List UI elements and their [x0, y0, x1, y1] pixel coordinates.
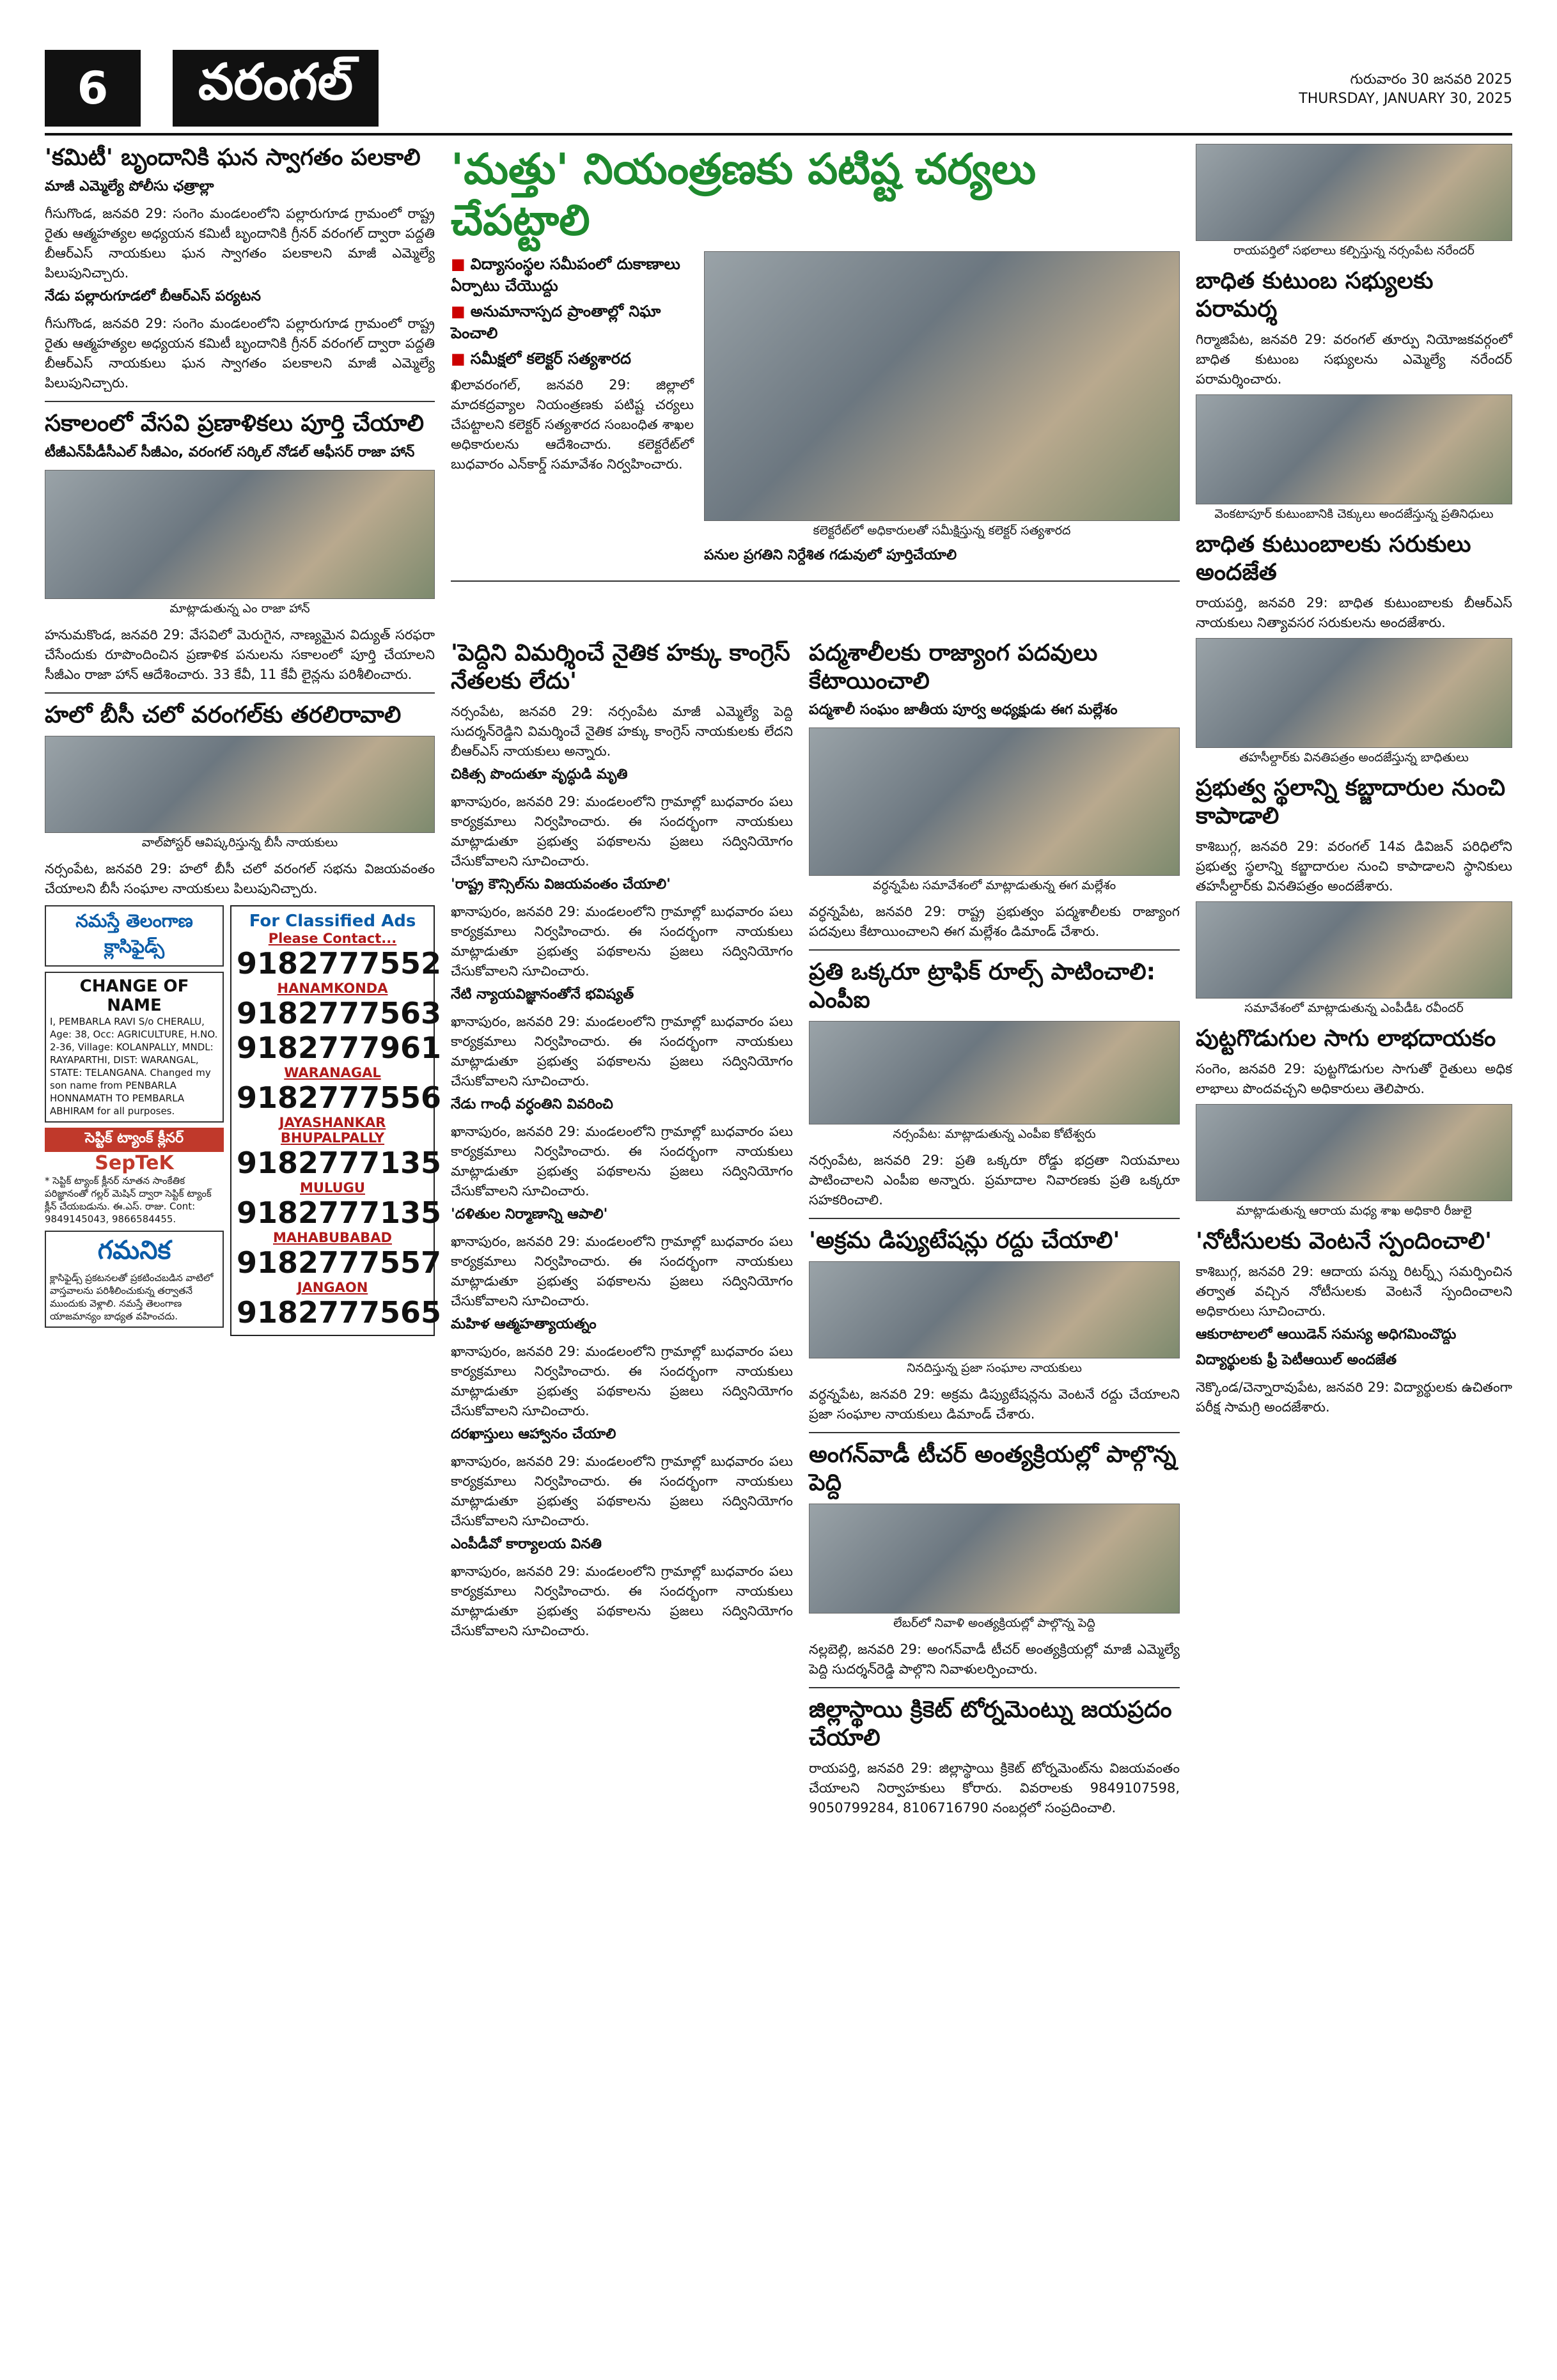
ads-phone: 9182777565 [237, 1295, 442, 1330]
c4-a4-body: సంగెం, జనవరి 29: పుట్టగొడుగుల సాగుతో రైతులు అధిక లాభాలు పొందవచ్చని అధికారులు తెలిపారు. [1196, 1061, 1512, 1096]
dateline [1299, 70, 1512, 109]
ads-phone: 9182777552 [237, 946, 442, 981]
c4-p1-photo [1196, 144, 1512, 241]
c4-p3-photo [1196, 638, 1512, 748]
c2-subheading: మహిళ ఆత్మహత్యాయత్నం [451, 1316, 597, 1332]
c2-subheading: 'రాష్ట్ర కౌన్సిల్‌ను విజయవంతం చేయాలి' [451, 876, 671, 892]
c1-a1-body: గీసుగొండ, జనవరి 29: సంగెం మండలంలోని పల్లారుగూడ గ్రామంలో రాష్ట్ర రైతు ఆత్మహత్యల అధ్యయన కమిటీ బృందానికి గ్రీనర్ వరంగల్ ద్వారా పద్దతి బీఆర్‌ఎస్ నాయకులు ఘన స్వాగతం పలకాలని మాజీ ఎమ్మెల్యే పిలుపునిచ్చారు. [45, 206, 435, 281]
c4-p2-photo [1196, 394, 1512, 504]
c4-a4-headline: పుట్టగొడుగుల సాగు లాభదాయకం [1196, 1025, 1496, 1052]
change-of-name-ad [45, 972, 224, 1123]
c4-a2-headline: బాధిత కుటుంబాలకు సరుకులు అందజేత [1196, 531, 1471, 586]
c2-body: ఖానాపురం, జనవరి 29: మండలంలోని గ్రామాల్లో బుధవారం పలు కార్యక్రమాలు నిర్వహించారు. ఈ సందర్భంగా నాయకులు మాట్లాడుతూ ప్రభుత్వ పథకాలను ప్రజలు సద్వినియోగం చేసుకోవాలని సూచించారు. [451, 1124, 793, 1199]
c3-divider [809, 1687, 1180, 1688]
c4-a3-body: కాశిబుగ్గ, జనవరి 29: వరంగల్ 14వ డివిజన్ పరిధిలోని ప్రభుత్వ స్థలాన్ని కబ్జాదారుల నుంచి కాపాడాలని స్థానికులు తహసీల్దార్‌కు వినతిపత్రం అందజేశారు. [1196, 839, 1512, 894]
lead-photo-block [704, 251, 1180, 573]
c4-a1-headline: బాధిత కుటుంబ సభ్యులకు పరామర్శ [1196, 268, 1434, 322]
section-masthead: వరంగల్ [173, 50, 379, 127]
lead-divider [451, 580, 1180, 582]
ads-area: MULUGU [300, 1180, 365, 1195]
c1-a2-caption: మాట్లాడుతున్న ఎం రాజా హాన్ [169, 602, 310, 616]
notice-box [45, 1231, 224, 1328]
lead-body: ఖిలావరంగల్, జనవరి 29: జిల్లాలో మాదకద్రవ్యాల నియంత్రణకు పటిష్ట చర్యలు చేపట్టాలని కలెక్టర్ సత్యశారద సంబంధిత శాఖల అధికారులను ఆదేశించారు. కలెక్టరేట్‌లో బుధవారం ఎన్‌కార్డ్ సమావేశం నిర్వహించారు. [451, 377, 694, 472]
notice-body: క్లాసిఫైడ్స్ ప్రకటనలతో ప్రకటించబడిన వాటిలో వాస్తవాలను పరిశీలించుకున్న తర్వాతనే ముందుకు వెళ్లాలి. నమస్తే తెలంగాణ యాజమాన్యం బాధ్యత వహించదు. [50, 1272, 214, 1322]
c3-a4-caption: లేబర్‌లో నివాళి అంత్యక్రియల్లో పాల్గొన్న పెద్ది [893, 1616, 1095, 1630]
c4-a7-body: నెక్కొండ/చెన్నారావుపేట, జనవరి 29: విద్యార్థులకు ఉచితంగా పరీక్ష సామగ్రి అందజేశారు. [1196, 1380, 1512, 1415]
lead-story [451, 144, 1180, 589]
c4-p4-photo [1196, 901, 1512, 999]
ads-area: WARANAGAL [284, 1065, 381, 1080]
c3-a4-headline: అంగన్‌వాడీ టీచర్ అంత్యక్రియల్లో పాల్గొన్న పెద్ది [809, 1442, 1177, 1496]
lead-photo-caption: కలెక్టరేట్‌లో అధికారులతో సమీక్షిస్తున్న కలెక్టర్ సత్యశారద [813, 524, 1071, 538]
c3-a1-byline: పద్మశాలీ సంఘం జాతీయ పూర్వ అధ్యక్షుడు ఈగ మల్లేశం [809, 702, 1118, 718]
c3-a2-photo [809, 1021, 1180, 1124]
c2-subheading: నేడు గాంధీ వర్ధంతిని వివరించి [451, 1096, 613, 1112]
c4-p4-caption: సమావేశంలో మాట్లాడుతున్న ఎంపీడీఓ రవీందర్ [1244, 1001, 1464, 1015]
c3-a2-body: నర్సంపేట, జనవరి 29: ప్రతి ఒక్కరూ రోడ్డు భద్రతా నియమాలు పాటించాలని ఎంపీఐ అన్నారు. ప్రమాదాల నివారణకు ప్రతి ఒక్కరూ సహకరించాలి. [809, 1153, 1180, 1208]
septic-body: * సెప్టిక్ ట్యాంక్ క్లీనర్ నూతన సాంకేతిక పరిజ్ఞానంతో గల్లర్ మెషిన్ ద్వారా సెప్టిక్ ట్యాంక్ క్లీన్ చేయబడును. ఈ.ఎస్. రాజు. Cont: 9849145043, 9866584455. [45, 1175, 212, 1225]
classified-ads-contacts [230, 905, 442, 1336]
ads-phone: 9182777563 [237, 996, 442, 1031]
ads-title: For Classified Ads [249, 912, 416, 931]
c3-a1-photo [809, 727, 1180, 876]
page-number: 6 [45, 50, 141, 127]
c4-subheading: విద్యార్థులకు ఫ్రీ పెటీఆయిల్ అందజేత [1196, 1352, 1397, 1368]
c3-a1-headline: పద్మశాలీలకు రాజ్యాంగ పదవులు కేటాయించాలి [809, 640, 1098, 694]
c2-body: ఖానాపురం, జనవరి 29: మండలంలోని గ్రామాల్లో బుధవారం పలు కార్యక్రమాలు నిర్వహించారు. ఈ సందర్భంగా నాయకులు మాట్లాడుతూ ప్రభుత్వ పథకాలను ప్రజలు సద్వినియోగం చేసుకోవాలని సూచించారు. [451, 904, 793, 979]
c1-a1-byline: మాజీ ఎమ్మెల్యే పోలీసు ఛత్రాల్లా [45, 178, 214, 194]
ads-phone: 9182777557 [237, 1245, 442, 1280]
c2-subheading: దరఖాస్తులు ఆహ్వానం చేయాలి [451, 1426, 616, 1442]
c2-subheading: ఎంపీడీవో కార్యాలయ వినతి [451, 1536, 602, 1552]
change-name-body: I, PEMBARLA RAVI S/o CHERALU, Age: 38, Occ: AGRICULTURE, H.NO. 2-36, Village: KOLANPALLY, MNDL: RAYAPARTHI, DIST: WARANGAL, STATE: TELANGANA. Changed my son name from PENBARLA HONNAMATH TO PEMBARLA ABHIRAM for all purposes. [50, 1016, 218, 1117]
c3-a2-caption: నర్సంపేట: మాట్లాడుతున్న ఎంపీఐ కోటేశ్వరు [893, 1127, 1096, 1141]
c2-body: ఖానాపురం, జనవరి 29: మండలంలోని గ్రామాల్లో బుధవారం పలు కార్యక్రమాలు నిర్వహించారు. ఈ సందర్భంగా నాయకులు మాట్లాడుతూ ప్రభుత్వ పథకాలను ప్రజలు సద్వినియోగం చేసుకోవాలని సూచించారు. [451, 1014, 793, 1089]
c4-a1-body: గిర్మాజిపేట, జనవరి 29: వరంగల్ తూర్పు నియోజకవర్గంలో బాధిత కుటుంబ సభ్యులను ఎమ్మెల్యే నరేందర్ పరామర్శించారు. [1196, 332, 1512, 387]
septic-logo: SepTeK [95, 1152, 174, 1174]
column-1 [45, 144, 442, 1336]
c3-a4-body: నల్లబెల్లి, జనవరి 29: అంగన్‌వాడీ టీచర్ అంత్యక్రియల్లో మాజీ ఎమ్మెల్యే పెద్ది సుదర్శన్‌రెడ్డి పాల్గొని నివాళులర్పించారు. [809, 1642, 1180, 1677]
c4-p5-photo [1196, 1104, 1512, 1201]
c2-subheading: చికిత్స పొందుతూ వృద్ధుడి మృతి [451, 766, 628, 782]
c1-divider [45, 401, 435, 402]
lead-bullet: ■ సమీక్షలో కలెక్టర్ సత్యశారద [451, 350, 631, 368]
c2-a1-headline: 'పెద్దిని విమర్శించే నైతిక హక్కు కాంగ్రెస్ నేతలకు లేదు' [451, 640, 790, 694]
c4-subheading: ఆకురాటాలలో ఆయిడెన్ సమస్య అధిగమించొద్దు [1196, 1326, 1457, 1342]
c4-p5-caption: మాట్లాడుతున్న ఆరాయ మధ్య శాఖ అధికారి రీజులై [1236, 1204, 1472, 1218]
c3-a3-caption: నినదిస్తున్న ప్రజా సంఘాల నాయకులు [907, 1361, 1082, 1375]
c3-a3-headline: 'అక్రమ డిప్యుటేషన్లు రద్దు చేయాలి' [809, 1227, 1120, 1254]
c1-a3-photo [45, 736, 435, 833]
c2-body: ఖానాపురం, జనవరి 29: మండలంలోని గ్రామాల్లో బుధవారం పలు కార్యక్రమాలు నిర్వహించారు. ఈ సందర్భంగా నాయకులు మాట్లాడుతూ ప్రభుత్వ పథకాలను ప్రజలు సద్వినియోగం చేసుకోవాలని సూచించారు. [451, 1564, 793, 1638]
c1-a3-caption: వాల్‌పోస్టర్ ఆవిష్కరిస్తున్న బీసీ నాయకులు [141, 836, 338, 850]
c3-a2-headline: ప్రతి ఒక్కరూ ట్రాఫిక్ రూల్స్ పాటించాలి: ఎంపీఐ [809, 959, 1155, 1013]
column-4 [1196, 144, 1512, 1422]
ads-phone: 9182777135 [237, 1195, 442, 1230]
c4-p1-caption: రాయపర్తిలో సభలాలు కల్పిస్తున్న నర్సంపేట నరేందర్ [1233, 244, 1475, 258]
c1-divider [45, 692, 435, 694]
ads-area: HANAMKONDA [277, 981, 388, 996]
c4-a2-body: రాయపర్తి, జనవరి 29: బాధిత కుటుంబాలకు బీఆర్‌ఎస్ నాయకులు నిత్యావసర సరుకులను అందజేశారు. [1196, 595, 1512, 630]
c1-a3-body: నర్సంపేట, జనవరి 29: హలో బీసీ చలో వరంగల్ సభను విజయవంతం చేయాలని బీసీ సంఘాల నాయకులు పిలుపునిచ్చారు. [45, 861, 435, 896]
lead-photo [704, 251, 1180, 521]
ads-area: MAHABUBABAD [273, 1230, 392, 1245]
notice-title: గమనిక [97, 1236, 171, 1265]
ads-area: JANGAON [297, 1280, 368, 1295]
c3-a3-photo [809, 1261, 1180, 1358]
date-english: THURSDAY, JANUARY 30, 2025 [1299, 91, 1512, 107]
c2-body: ఖానాపురం, జనవరి 29: మండలంలోని గ్రామాల్లో బుధవారం పలు కార్యక్రమాలు నిర్వహించారు. ఈ సందర్భంగా నాయకులు మాట్లాడుతూ ప్రభుత్వ పథకాలను ప్రజలు సద్వినియోగం చేసుకోవాలని సూచించారు. [451, 1344, 793, 1419]
lead-side-heading: పనుల ప్రగతిని నిర్దేశిత గడువులో పూర్తిచేయాలి [704, 547, 957, 563]
c2-a1-body: నర్సంపేట, జనవరి 29: నర్సంపేట మాజీ ఎమ్మెల్యే పెద్ది సుదర్శన్‌రెడ్డిని విమర్శించే నైతిక హక్కు కాంగ్రెస్ నాయకులకు లేదని బీఆర్‌ఎస్ నాయకులు అన్నారు. [451, 704, 793, 759]
column-2 [451, 639, 793, 1646]
column-3 [809, 639, 1180, 1823]
c3-divider [809, 949, 1180, 951]
ads-area: JAYASHANKAR BHUPALPALLY [279, 1115, 386, 1146]
c3-divider [809, 1432, 1180, 1433]
c3-a3-body: వర్ధన్నపేట, జనవరి 29: అక్రమ డిప్యుటేషన్లను వెంటనే రద్దు చేయాలని ప్రజా సంఘాల నాయకులు డిమాండ్ చేశారు. [809, 1387, 1180, 1422]
c1-a2-body: హనుమకొండ, జనవరి 29: వేసవిలో మెరుగైన, నాణ్యమైన విద్యుత్ సరఫరా చేసేందుకు రూపొందించిన ప్రణాళిక పనులను సకాలంలో పూర్తి చేయాలని సీజీఎం రాజా హాన్ ఆదేశించారు. 33 కేవీ, 11 కేవీ లైన్లను పరిశీలించారు. [45, 627, 435, 682]
c3-divider [809, 1218, 1180, 1219]
c4-a5-headline: 'నోటీసులకు వెంటనే స్పందించాలి' [1196, 1228, 1492, 1254]
c4-p3-caption: తహసీల్దార్‌కు వినతిపత్రం అందజేస్తున్న బాధితులు [1239, 751, 1469, 765]
c1-a1-body: గీసుగొండ, జనవరి 29: సంగెం మండలంలోని పల్లారుగూడ గ్రామంలో రాష్ట్ర రైతు ఆత్మహత్యల అధ్యయన కమిటీ బృందానికి గ్రీనర్ వరంగల్ ద్వారా పద్దతి బీఆర్‌ఎస్ నాయకులు ఘన స్వాగతం పలకాలని మాజీ ఎమ్మెల్యే పిలుపునిచ్చారు. [45, 316, 435, 391]
header-rule [45, 133, 1512, 136]
lead-bullet: ■ విద్యాసంస్థల సమీపంలో దుకాణాలు ఏర్పాటు చేయొద్దు [451, 255, 680, 295]
septic-title: సెప్టిక్ ట్యాంక్ క్లీనర్ [45, 1128, 224, 1152]
c1-a3-headline: హలో బీసీ చలో వరంగల్‌కు తరలిరావాలి [45, 702, 402, 728]
ads-phone: 9182777961 [237, 1031, 442, 1065]
c1-a1-subheading: నేడు పల్లారుగూడలో బీఆర్‌ఎస్ పర్యటన [45, 288, 261, 304]
change-name-title: CHANGE OF NAME [79, 977, 189, 1015]
lead-bullets [451, 251, 694, 573]
c1-a2-byline: టీజీఎన్‌పీడీసీఎల్ సీజీఎం, వరంగల్ సర్కిల్ నోడల్ ఆఫీసర్ రాజా హాన్ [45, 444, 415, 460]
ads-phone: 9182777556 [237, 1080, 442, 1115]
c2-body: ఖానాపురం, జనవరి 29: మండలంలోని గ్రామాల్లో బుధవారం పలు కార్యక్రమాలు నిర్వహించారు. ఈ సందర్భంగా నాయకులు మాట్లాడుతూ ప్రభుత్వ పథకాలను ప్రజలు సద్వినియోగం చేసుకోవాలని సూచించారు. [451, 1234, 793, 1309]
c3-a5-body: రాయపర్తి, జనవరి 29: జిల్లాస్థాయి క్రికెట్ టోర్నమెంట్‌ను విజయవంతం చేయాలని నిర్వాహకులు కోరారు. వివరాలకు 9849107598, 9050799284, 8106716790 నంబర్లలో సంప్రదించాలి. [809, 1761, 1180, 1816]
classifieds-title: నమస్తే తెలంగాణ క్లాసిఫైడ్స్ [45, 905, 224, 967]
c1-a2-photo [45, 470, 435, 599]
c2-subheading: నేటి న్యాయవిజ్ఞానంతోనే భవిష్యత్ [451, 986, 634, 1002]
c1-a2-headline: సకాలంలో వేసవి ప్రణాళికలు పూర్తి చేయాలి [45, 410, 424, 437]
c3-a5-headline: జిల్లాస్థాయి క్రికెట్ టోర్నమెంట్ను జయప్రదం చేయాలి [809, 1697, 1172, 1751]
c3-a4-photo [809, 1504, 1180, 1614]
c4-p2-caption: వెంకటాపూర్ కుటుంబానికి చెక్కులు అందజేస్తున్న ప్రతినిధులు [1214, 507, 1494, 521]
lead-bullet: ■ అనుమానాస్పద ప్రాంతాల్లో నిఘా పెంచాలి [451, 302, 661, 342]
ads-phone: 9182777135 [237, 1146, 442, 1180]
c4-a5-body: కాశిబుగ్గ, జనవరి 29: ఆదాయ పన్ను రిటర్న్స్ సమర్పించిన తర్వాత వచ్చిన నోటీసులకు వెంటనే స్పందించాలని అధికారులు సూచించారు. [1196, 1264, 1512, 1319]
c2-subheading: 'దళితుల నిర్మాణాన్ని ఆపాలి' [451, 1206, 608, 1222]
c1-a1-headline: 'కమిటీ' బృందానికి ఘన స్వాగతం పలకాలి [45, 144, 421, 171]
c3-a1-caption: వర్ధన్నపేట సమావేశంలో మాట్లాడుతున్న ఈగ మల్లేశం [872, 878, 1116, 892]
c4-a3-headline: ప్రభుత్వ స్థలాన్ని కబ్జాదారుల నుంచి కాపాడాలి [1196, 775, 1506, 829]
c3-a1-body: వర్ధన్నపేట, జనవరి 29: రాష్ట్ర ప్రభుత్వం పద్మశాలీలకు రాజ్యాంగ పదవులు కేటాయించాలని ఈగ మల్లేశం డిమాండ్ చేశారు. [809, 904, 1180, 939]
date-telugu: గురువారం 30 జనవరి 2025 [1350, 72, 1512, 88]
lead-headline: 'మత్తు' నియంత్రణకు పటిష్ట చర్యలు చేపట్టాలి [451, 144, 1037, 245]
classifieds-block [45, 905, 224, 1336]
ads-contact: Please Contact... [268, 931, 397, 946]
c2-body: ఖానాపురం, జనవరి 29: మండలంలోని గ్రామాల్లో బుధవారం పలు కార్యక్రమాలు నిర్వహించారు. ఈ సందర్భంగా నాయకులు మాట్లాడుతూ ప్రభుత్వ పథకాలను ప్రజలు సద్వినియోగం చేసుకోవాలని సూచించారు. [451, 794, 793, 869]
c2-body: ఖానాపురం, జనవరి 29: మండలంలోని గ్రామాల్లో బుధవారం పలు కార్యక్రమాలు నిర్వహించారు. ఈ సందర్భంగా నాయకులు మాట్లాడుతూ ప్రభుత్వ పథకాలను ప్రజలు సద్వినియోగం చేసుకోవాలని సూచించారు. [451, 1454, 793, 1528]
